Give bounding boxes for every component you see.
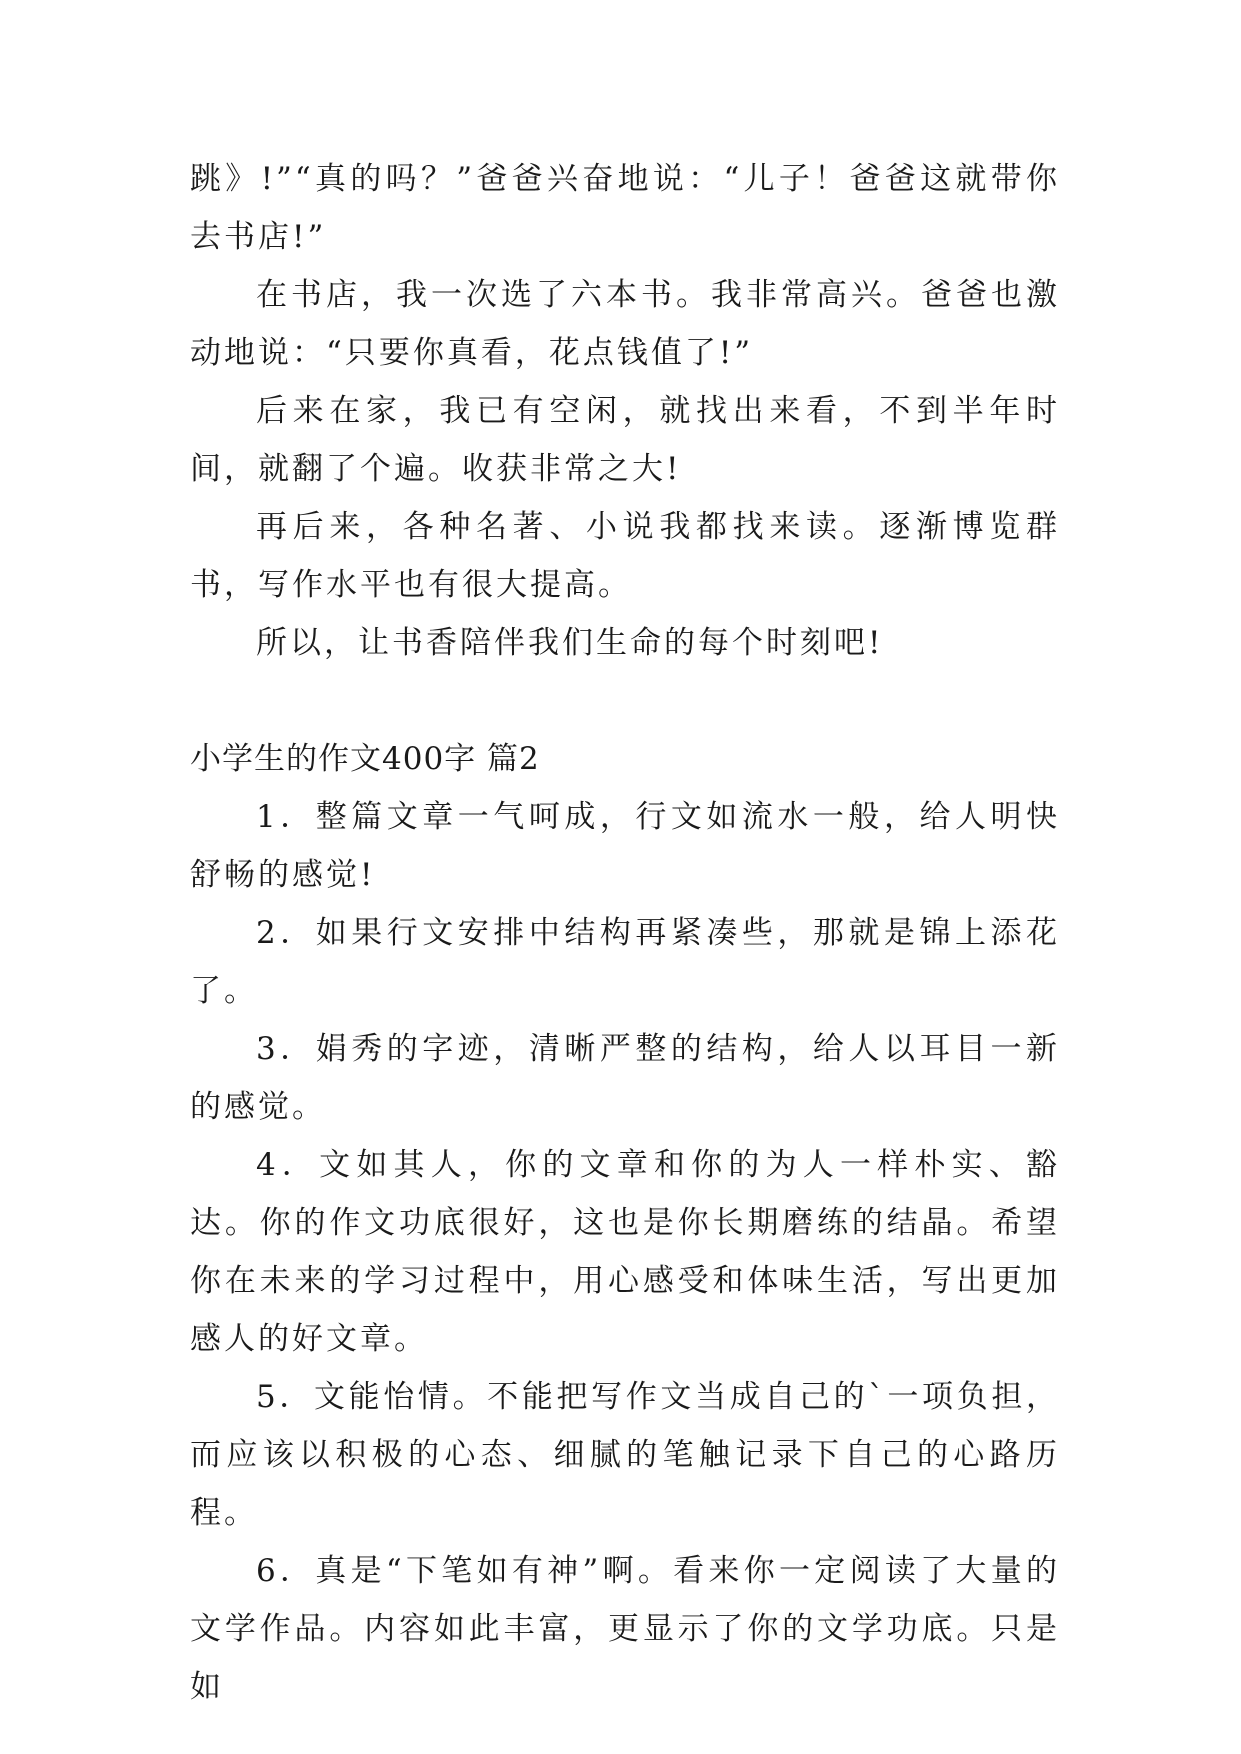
paragraph-continuation: 跳》!”“真的吗？”爸爸兴奋地说：“儿子！爸爸这就带你去书店!”: [190, 161, 1060, 255]
comment-item-6: 6．真是“下笔如有神”啊。看来你一定阅读了大量的文学作品。内容如此丰富，更显示了你的文学功底。只是如: [190, 1553, 1060, 1705]
comment-item-1: 1．整篇文章一气呵成，行文如流水一般，给人明快舒畅的感觉!: [190, 799, 1060, 893]
paragraph-extensive-reading: 再后来，各种名著、小说我都找来读。逐渐博览群书，写作水平也有很大提高。: [190, 509, 1060, 603]
comment-item-2: 2．如果行文安排中结构再紧凑些，那就是锦上添花了。: [190, 915, 1060, 1009]
comment-item-4: 4．文如其人，你的文章和你的为人一样朴实、豁达。你的作文功底很好，这也是你长期磨练的结晶。希望你在未来的学习过程中，用心感受和体味生活，写出更加感人的好文章。: [190, 1147, 1060, 1357]
paragraph-reading-at-home: 后来在家，我已有空闲，就找出来看，不到半年时间，就翻了个遍。收获非常之大!: [190, 393, 1060, 487]
paragraph-bookstore: 在书店，我一次选了六本书。我非常高兴。爸爸也激动地说：“只要你真看，花点钱值了!”: [190, 277, 1060, 371]
paragraph-conclusion: 所以，让书香陪伴我们生命的每个时刻吧!: [256, 625, 884, 661]
document-page: [190, 150, 1060, 1716]
section-heading: 小学生的作文400字 篇2: [190, 741, 540, 777]
comment-item-3: 3．娟秀的字迹，清晰严整的结构，给人以耳目一新的感觉。: [190, 1031, 1060, 1125]
comment-item-5: 5．文能怡情。不能把写作文当成自己的`一项负担，而应该以积极的心态、细腻的笔触记录下自己的心路历程。: [190, 1379, 1060, 1531]
